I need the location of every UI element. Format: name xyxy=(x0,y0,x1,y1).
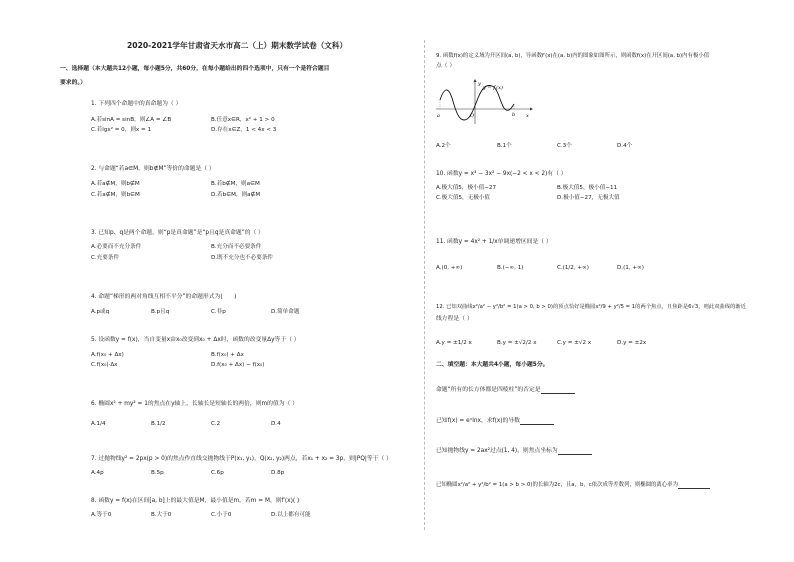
q5-option-d[interactable]: D.f(x₀ + Δx) − f(x₀) xyxy=(211,362,265,368)
q4-option-b[interactable]: B.p且q xyxy=(151,309,170,315)
q8-option-c[interactable]: C.小于0 xyxy=(211,512,232,518)
q7-option-d[interactable]: D.8p xyxy=(271,470,285,476)
fill-15-text: 已知抛物线y = 2ax²过点(1, 4)，则焦点坐标为 xyxy=(436,448,558,454)
q7-option-b[interactable]: B.5p xyxy=(151,470,164,476)
q10-option-b[interactable]: B.极大值5，极小值−11 xyxy=(557,185,618,191)
q9-stem-line1: 9. 函数f(x)的定义域为开区间(a, b)，导函数f′(x)在(a, b)内的图象如图所示，则函数f(x)在开区间(a, b)内有极小值 xyxy=(436,53,710,59)
fill-15-blank[interactable] xyxy=(558,448,592,455)
fill-13-text: 命题“所有的长方体都是四棱柱”的否定是 xyxy=(436,387,541,393)
q6-option-a[interactable]: A.1/4 xyxy=(91,421,106,427)
q8-option-b[interactable]: B.大于0 xyxy=(151,512,172,518)
fill-15 xyxy=(436,448,592,455)
q1-option-b[interactable]: B.任意x∈R，x² + 1 > 0 xyxy=(211,117,275,123)
q3-option-c[interactable]: C.充要条件 xyxy=(91,255,120,261)
q4-option-c[interactable]: C.非p xyxy=(211,309,226,315)
section1-heading-line1: 一、选择题（本大题共12小题，每小题5分，共60分，在每小题给出的四个选项中，只有一个是符合题目 xyxy=(60,66,330,72)
q2-option-d[interactable]: D.若b∈M，则a∉M xyxy=(211,192,261,198)
q9-option-d[interactable]: D.4个 xyxy=(617,143,633,149)
q11-option-b[interactable]: B.(−∞, 1) xyxy=(497,265,524,271)
fill-16-blank[interactable] xyxy=(678,482,710,489)
q2-option-a[interactable]: A.若a∉M，则b∉M xyxy=(91,181,140,187)
q10-stem: 10. 函数y = x³ − 3x² − 9x(−2 < x < 2)有（ ） xyxy=(436,171,567,177)
q7-option-c[interactable]: C.6p xyxy=(211,470,224,476)
column-divider xyxy=(424,40,425,530)
q6-option-c[interactable]: C.2 xyxy=(211,421,221,427)
q1-stem: 1. 下列四个命题中的真命题为（ ） xyxy=(91,101,182,107)
fill-14-text: 已知f(x) = eˣlnx，求f(x)的导数 xyxy=(436,418,520,424)
graph-func-label: y = f′(x) xyxy=(483,85,503,91)
graph-a-label: a xyxy=(437,113,440,119)
q4-option-a[interactable]: A.p或q xyxy=(91,309,110,315)
graph-y-label: y xyxy=(478,81,481,87)
q2-stem: 2. 与命题“若a∈M，则b∉M”等价的命题是（ ） xyxy=(91,166,215,172)
q6-option-b[interactable]: B.1/2 xyxy=(151,421,166,427)
fill-14 xyxy=(436,418,554,425)
q3-option-b[interactable]: B.充分而不必要条件 xyxy=(211,244,262,250)
q12-option-a[interactable]: A.y = ±1/2 x xyxy=(436,340,472,346)
q1-option-a[interactable]: A.若sinA = sinB，则∠A = ∠B xyxy=(91,117,172,123)
graph-x-arrow xyxy=(530,108,533,111)
q6-option-d[interactable]: D.4 xyxy=(271,421,281,427)
q2-option-c[interactable]: C.若a∉M，则b∈M xyxy=(91,192,140,198)
q3-option-d[interactable]: D.既不充分也不必要条件 xyxy=(211,255,274,261)
q8-option-d[interactable]: D.以上都有可能 xyxy=(271,512,311,518)
q1-option-c[interactable]: C.若lgx² = 0，则x = 1 xyxy=(91,127,152,133)
q12-option-b[interactable]: B.y = ±√2/2 x xyxy=(497,340,537,346)
q8-option-a[interactable]: A.等于0 xyxy=(91,512,112,518)
fill-13-blank[interactable] xyxy=(541,387,575,394)
q4-stem: 4. 命题“梯形的两对角线互相不平分”的命题形式为( ) xyxy=(91,294,237,300)
q7-stem: 7. 过抛物线y² = 2px(p > 0)的焦点作直线交抛物线于P(x₁, y₁)，Q(x₂, y₂)两点，若x₁ + x₂ = 3p，则|PQ|等于（ ） xyxy=(91,456,392,462)
exam-title: 2020-2021学年甘肃省天水市高二（上）期末数学试卷（文科） xyxy=(127,41,348,50)
q12-option-d[interactable]: D.y = ±2x xyxy=(617,340,647,346)
fill-16-text: 已知椭圆x²/a² + y²/b² = 1(a > b > 0)的长轴为2c，且a，b，c依次成等差数列，则椭圆的离心率为 xyxy=(436,482,678,488)
q4-option-d[interactable]: D.简单命题 xyxy=(271,309,300,315)
graph-x-label: x xyxy=(526,113,529,119)
q10-option-a[interactable]: A.极大值5，极小值−27 xyxy=(436,185,497,191)
fill-16 xyxy=(436,482,710,489)
q9-option-a[interactable]: A.2个 xyxy=(436,143,451,149)
q5-option-b[interactable]: B.f(x₀) + Δx xyxy=(211,352,244,358)
q11-option-c[interactable]: C.(1/2, +∞) xyxy=(557,265,589,271)
q9-option-b[interactable]: B.1个 xyxy=(497,143,512,149)
graph-y-arrow xyxy=(474,79,477,82)
q5-option-a[interactable]: A.f(x₀ + Δx) xyxy=(91,352,124,358)
q11-option-a[interactable]: A.(0, +∞) xyxy=(436,265,463,271)
q3-stem: 3. 已知p、q是两个命题，则“p是真命题”是“p且q是真命题”的（ ） xyxy=(91,230,264,236)
section1-heading-line2: 要求的。） xyxy=(60,80,87,86)
q9-derivative-graph xyxy=(434,78,534,128)
q12-stem-line1: 12. 已知双曲线x²/a² − y²/b² = 1(a > 0, b > 0)的顶点恰好是椭圆x²/9 + y²/5 = 1的两个焦点，且焦距是6√3，则此双曲线的渐近 xyxy=(436,304,746,310)
fill-14-blank[interactable] xyxy=(520,418,554,425)
q12-stem-line2: 线方程是（ ） xyxy=(436,316,473,322)
section2-heading: 二、填空题：本大题共4小题，每小题5分。 xyxy=(436,362,549,368)
q5-stem: 5. 设函数y = f(x)，当自变量x由x₀改变到x₀ + Δx时，函数的改变量Δy等于（ ） xyxy=(91,337,300,343)
q11-option-d[interactable]: D.(1, +∞) xyxy=(617,265,644,271)
q10-option-d[interactable]: D.极小值−27，无极大值 xyxy=(557,195,620,201)
q7-option-a[interactable]: A.4p xyxy=(91,470,104,476)
fill-13 xyxy=(436,387,575,394)
q11-stem: 11. 函数y = 4x² + 1/x单调递增区间是（ ） xyxy=(436,239,552,245)
q5-option-c[interactable]: C.f(x₀)·Δx xyxy=(91,362,118,368)
q6-stem: 6. 椭圆x² + my² = 1的焦点在y轴上，长轴长是短轴长的两倍，则m的值为（ ） xyxy=(91,401,298,407)
q10-option-c[interactable]: C.极大值5，无极小值 xyxy=(436,195,490,201)
q9-stem-line2: 点（ ） xyxy=(436,63,456,69)
q12-option-c[interactable]: C.y = ±√2 x xyxy=(557,340,592,346)
q2-option-b[interactable]: B.若b∉M，则a∈M xyxy=(211,181,260,187)
graph-o-label: O xyxy=(470,113,475,119)
q1-option-d[interactable]: D.存在x∈Z，1 < 4x < 3 xyxy=(211,127,277,133)
graph-b-label: b xyxy=(512,112,516,118)
q8-stem: 8. 函数y = f(x)在区间[a, b]上的最大值是M，最小值是m，若m = M，则f′(x)( ) xyxy=(91,498,300,504)
q9-option-c[interactable]: C.3个 xyxy=(557,143,572,149)
q3-option-a[interactable]: A.必要而不充分条件 xyxy=(91,244,142,250)
